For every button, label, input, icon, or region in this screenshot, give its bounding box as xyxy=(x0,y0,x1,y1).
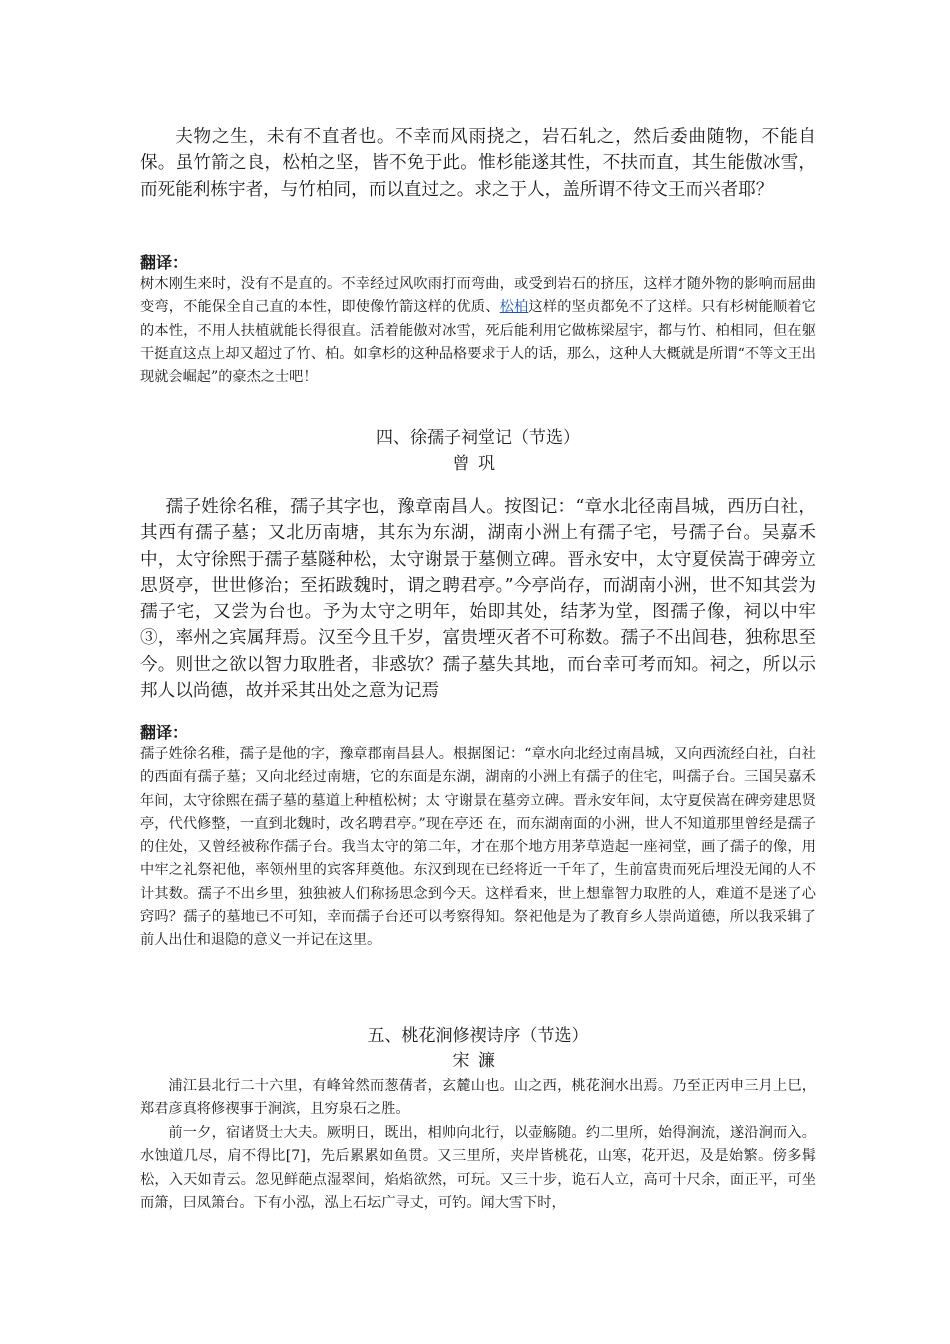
songbai-link[interactable]: 松柏 xyxy=(499,299,529,316)
section5-paragraph-1: 浦江县北行二十六里，有峰耸然而葱蒨者，玄麓山也。山之西，桃花涧水出焉。乃至正丙申三月上巳，郑君彦真将修禊事于涧滨，且穷泉石之胜。 xyxy=(140,1078,816,1118)
section4-translation-label: 翻译： xyxy=(140,723,189,742)
section4-original-paragraph: 孺子姓徐名稚，孺子其字也，豫章南昌人。按图记：“章水北径南昌城，西历白社，其西有孺子墓；又北历南塘，其东为东湖，湖南小洲上有孺子宅，号孺子台。吴嘉禾中，太守徐熙于孺子墓隧种松，太守谢景于墓侧立碑。晋永安中，太守夏侯嵩于碑旁立思贤亭，世世修治；至拓跋魏时，谓之聘君亭。”今亭尚存，而湖南小洲，世不知其尝为孺子宅，又尝为台也。予为太守之明年，始即其处，结茅为堂，图孺子像，祠以中牢③，率州之宾属拜焉。汉至今且千岁，富贵堙灭者不可称数。孺子不出闾巷，独称思至今。则世之欲以智力取胜者，非惑欤？孺子墓失其地，而台幸可考而知。祠之，所以示邦人以尚德，故并采其出处之意为记焉 xyxy=(140,497,816,702)
section3-translation-paragraph xyxy=(140,273,816,389)
translation-text-before-link: 树木刚生来时，没有不是直的。不幸经过风吹雨打而弯曲，或受到岩石的挤压，这样才随外物的影响而屈曲变弯，不能保全自己直的本性，即使像竹箭这样的优质、 xyxy=(140,276,816,316)
section4-translation-paragraph: 孺子姓徐名稚，孺子是他的字，豫章郡南昌县人。根据图记：“章水向北经过南昌城，又向西流经白社，白社的西面有孺子墓；又向北经过南塘，它的东面是东湖，湖南的小洲上有孺子的住宅，叫孺子台。三国吴嘉禾年间，太守徐熙在孺子墓的墓道上种植松树；太 守谢景在墓旁立碑。晋永安年间，太守夏侯嵩在碑旁建思贤亭，代代修整，一直到北魏时，改名聘君亭。”现在亭还 在，而东湖南面的小洲，世人不知道那里曾经是孺子的住处，又曾经被称作孺子台。我当太守的第二年，才在那个地方用茅草造起一座祠堂，画了孺子的像，用中牢之礼祭祀他，率领州里的宾客拜奠他。东汉到现在已经将近一千年了，生前富贵而死后埋没无闻的人不计其数。孺子不出乡里，独独被人们称扬思念到今天。这样看来，世上想靠智力取胜的人，难道不是迷了心窍吗？孺子的墓地已不可知，幸而孺子台还可以考察得知。祭祀他是为了教育乡人崇尚道德，所以我采辑了前人出仕和退隐的意义一并记在这里。 xyxy=(140,746,816,949)
section4-author: 曾巩 xyxy=(452,454,504,474)
section3-original-paragraph: 夫物之生，未有不直者也。不幸而风雨挠之，岩石轧之，然后委曲随物，不能自保。虽竹箭之良，松柏之坚，皆不免于此。惟杉能遂其性，不扶而直，其生能傲冰雪，而死能利栋宇者，与竹柏同，而以直过之。求之于人，盖所谓不待文王而兴者耶？ xyxy=(140,127,816,200)
section3-translation-label: 翻译： xyxy=(140,253,189,272)
section5-paragraph-2: 前一夕，宿诸贤士大夫。厥明日，既出，相帅向北行，以壶觞随。约二里所，始得涧流，遂沿涧而入。水蚀道几尽，肩不得比[7]，先后累累如鱼贯。又三里所，夹岸皆桃花，山寒，花开迟，及是始繁。傍多髯松，入天如青云。忽见鲜葩点湿翠间，焰焰欲然，可玩。又三十步，诡石人立，高可十尺余，面正平，可坐而箫，曰凤箫台。下有小泓，泓上石坛广寻丈，可钓。闻大雪下时， xyxy=(140,1125,816,1211)
section5-author: 宋濂 xyxy=(452,1051,504,1071)
translation-text-after-link: 这样的坚贞都免不了这样。只有杉树能顺着它的本性，不用人扶植就能长得很直。活着能傲对冰雪，死后能利用它做栋梁屋宇，都与竹、柏相同，但在躯干挺直这点上却又超过了竹、柏。如拿杉的这种品格要求于人的话，那么，这种人大概就是所谓“不等文王出现就会崛起”的豪杰之士吧！ xyxy=(140,299,816,386)
section4-title: 四、徐孺子祠堂记（节选） xyxy=(376,428,580,448)
section5-title: 五、桃花涧修禊诗序（节选） xyxy=(367,1026,589,1046)
